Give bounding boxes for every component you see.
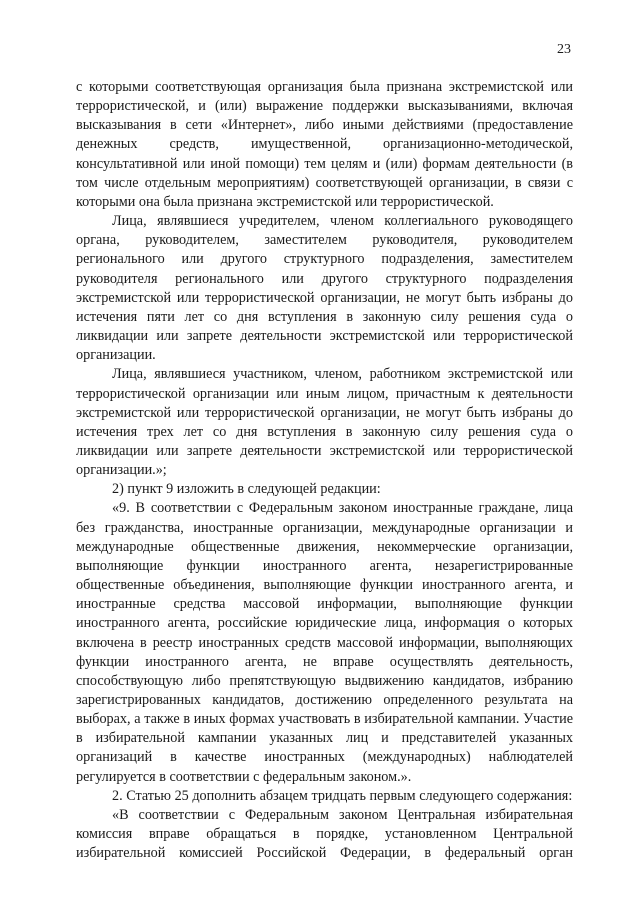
paragraph-article-25-heading: 2. Статью 25 дополнить абзацем тридцать первым следующего содержания: [112,787,573,804]
paragraph-participants-restriction: Лица, являвшиеся участником, членом, работником экстремистской или террористической организации или иным лицом, причастным к деятельности экстремистской или террористической организации, не могут быть избраны до истечения трех лет со дня вступления в законную силу решения суда о ликвидации или запрете деятельности экстремистской или террористической организации.»; [76,366,573,479]
paragraph-founders-restriction: Лица, являвшиеся учредителем, членом коллегиального руководящего органа, руководителем, заместителем руководителя, руководителем регионального или другого структурного подразделения, заместителем руководителя регионального или другого структурного подразделения экстремистской или террористической организации, не могут быть избраны до истечения пяти лет со дня вступления в законную силу решения суда о ликвидации или запрете деятельности экстремистской или террористической организации. [76,213,573,364]
page-number: 23 [557,42,571,57]
paragraph-item-9-text: «9. В соответствии с Федеральным законом иностранные граждане, лица без гражданства, иностранные организации, международные организации и международные общественные движения, некоммерческие организации, выполняющие функции иностранного агента, незарегистрированные общественные объединения, выполняющие функции иностранного агента, и иностранные средства массовой информации, выполняющие функции иностранного агента, российские юридические лица, информация о которых включена в реестр иностранных средств массовой информации, выполняющих функции иностранного агента, не вправе осуществлять деятельность, способствующую либо препятствующую выдвижению кандидатов, избранию зарегистрированных кандидатов, достижению определенного результата на выборах, а также в иных формах участвовать в избирательной кампании. Участие в избирательной кампании указанных лиц и представителей указанных организаций в качестве иностранных (международных) наблюдателей регулируется в соответствии с федеральным законом.». [76,500,573,785]
paragraph-article-25-text: «В соответствии с Федеральным законом Центральная избирательная комиссия вправе обращаться в порядке, установленном Центральной избирательной комиссией Российской Федерации, в федеральный орган [76,806,573,862]
document-body [76,78,573,863]
paragraph-continuation: с которыми соответствующая организация была признана экстремистской или террористической, и (или) выражение поддержки высказываниями, включая высказывания в сети «Интернет», либо иными действиями (предоставление денежных средств, имущественной, организационно-методической, консультативной или иной помощи) тем целям и (или) формам деятельности (в том числе отдельным мероприятиям) соответствующей организации, в связи с которыми она была признана экстремистской или террористической. [76,79,573,210]
paragraph-item-9-heading: 2) пункт 9 изложить в следующей редакции: [112,481,381,498]
